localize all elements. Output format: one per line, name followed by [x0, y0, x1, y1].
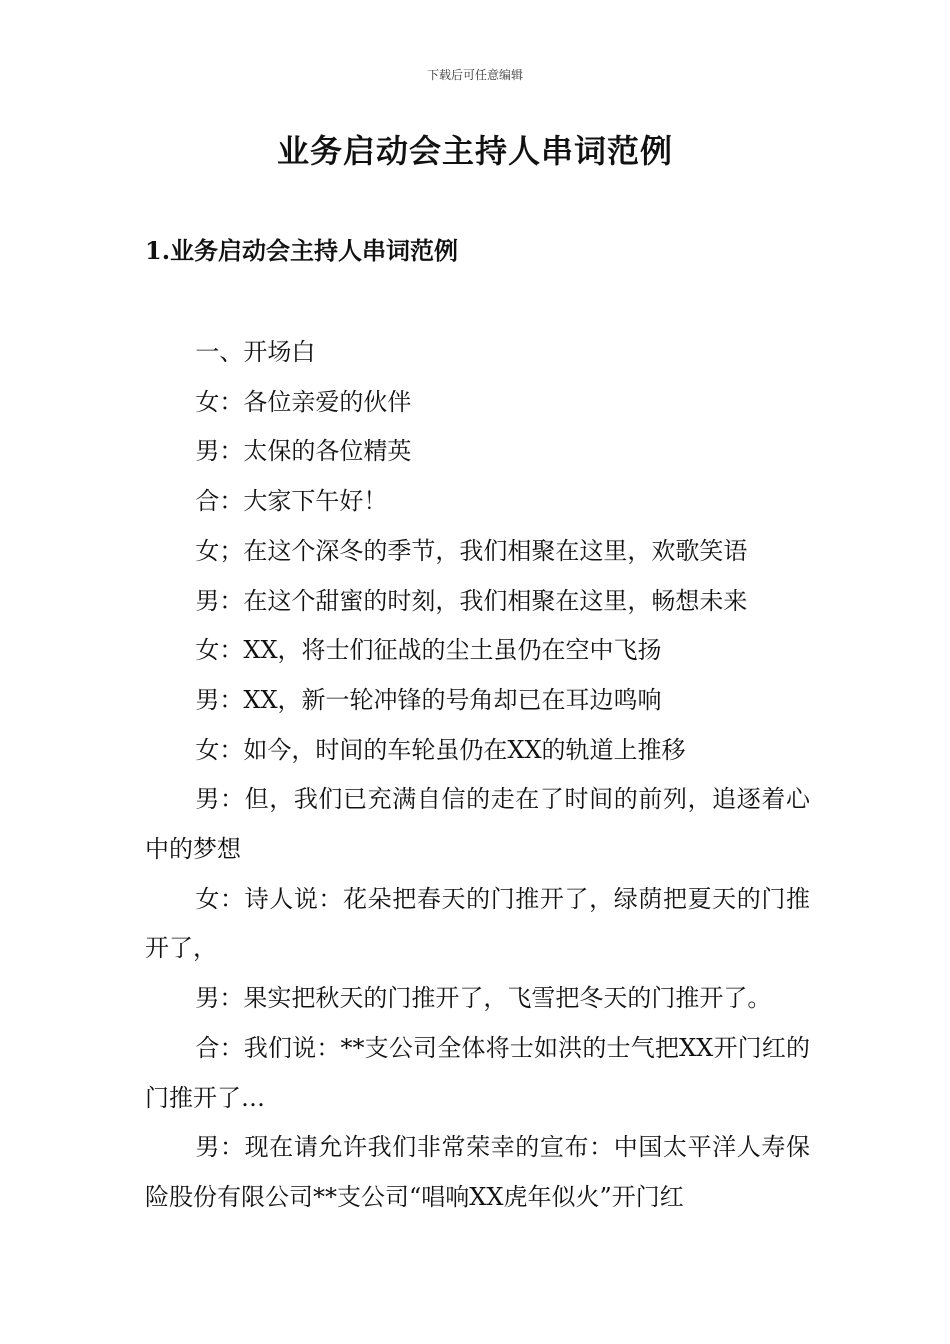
- paragraph: 女：各位亲爱的伙伴: [195, 387, 412, 416]
- paragraph: 合：我们说：**支公司全体将士如洪的士气把XX开门红的门推开了…: [145, 1033, 810, 1112]
- paragraph: 女；在这个深冬的季节，我们相聚在这里，欢歌笑语: [195, 536, 748, 565]
- page-header-note: 下载后可任意编辑: [426, 68, 523, 82]
- paragraph: 女：如今，时间的车轮虽仍在XX的轨道上推移: [195, 735, 686, 764]
- paragraph: 男：现在请允许我们非常荣幸的宣布：中国太平洋人寿保险股份有限公司**支公司“唱响XX虎年似火”开门红: [145, 1133, 810, 1211]
- paragraph: 男：果实把秋天的门推开了，飞雪把冬天的门推开了。: [195, 984, 772, 1013]
- paragraph: 一、开场白: [195, 338, 316, 366]
- paragraph: 男：XX，新一轮冲锋的号角却已在耳边鸣响: [195, 685, 662, 714]
- paragraph: 男：在这个甜蜜的时刻，我们相聚在这里，畅想未来: [195, 586, 748, 615]
- paragraph: 女：诗人说：花朵把春天的门推开了，绿荫把夏天的门推开了，: [145, 884, 810, 963]
- paragraph: 男：但，我们已充满自信的走在了时间的前列，追逐着心中的梦想: [145, 785, 810, 864]
- section-heading: 1.业务启动会主持人串词范例: [145, 236, 459, 265]
- document-title: 业务启动会主持人串词范例: [276, 132, 673, 170]
- document-body: [145, 328, 810, 1223]
- paragraph: 合：大家下午好！: [195, 487, 388, 516]
- paragraph: 男：太保的各位精英: [195, 437, 412, 466]
- paragraph: 女：XX，将士们征战的尘土虽仍在空中飞扬: [195, 636, 662, 665]
